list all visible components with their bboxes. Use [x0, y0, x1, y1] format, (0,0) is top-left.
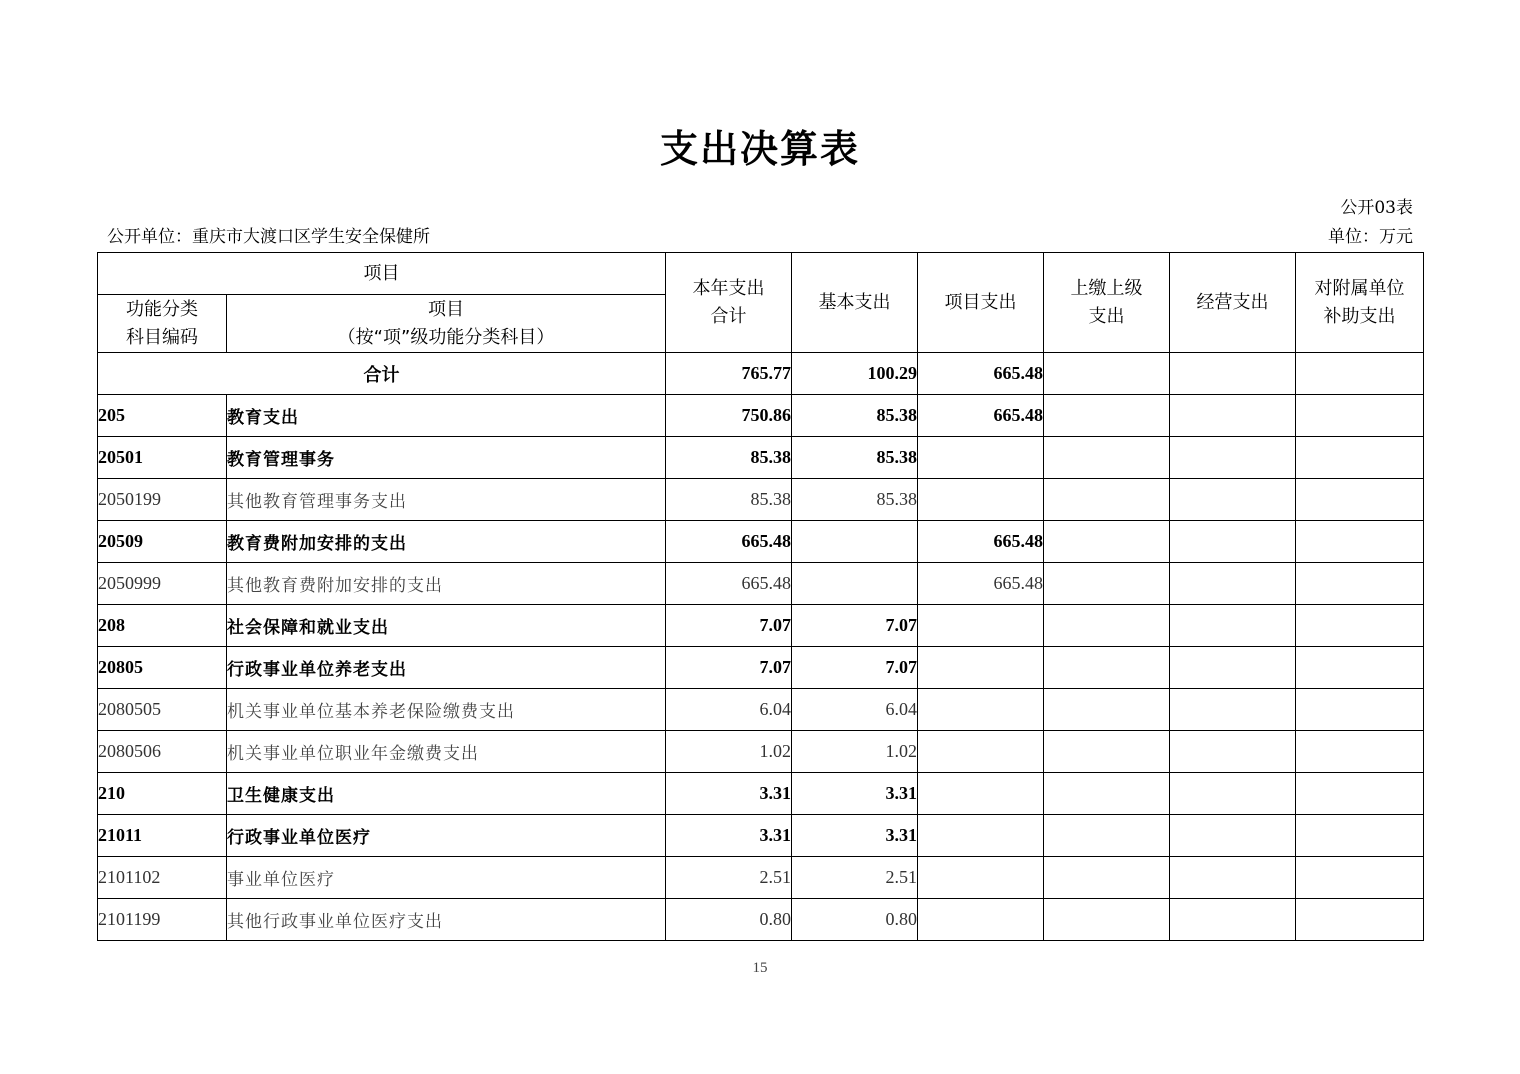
row-name: 其他教育费附加安排的支出: [227, 563, 666, 605]
header-total-line2: 合计: [710, 305, 747, 327]
row-business: [1170, 689, 1296, 731]
document-number: 公开03表: [1340, 198, 1413, 218]
page-number: 15: [752, 960, 768, 976]
row-basic: [792, 563, 918, 605]
table-row: [98, 605, 1424, 647]
row-total: 3.31: [666, 815, 792, 857]
row-basic: 2.51: [792, 857, 918, 899]
row-basic: 3.31: [792, 773, 918, 815]
row-upper: [1044, 773, 1170, 815]
row-project: [918, 815, 1044, 857]
row-project: 665.48: [918, 395, 1044, 437]
row-upper: [1044, 689, 1170, 731]
header-subsidy-line2: 补助支出: [1323, 305, 1396, 327]
row-basic: 0.80: [792, 899, 918, 941]
total-project: 665.48: [918, 353, 1044, 395]
table-row: [98, 773, 1424, 815]
header-project: 项目支出: [918, 253, 1044, 353]
row-subsidy: [1296, 563, 1424, 605]
row-name: 机关事业单位职业年金缴费支出: [227, 731, 666, 773]
row-business: [1170, 857, 1296, 899]
row-code: 20805: [98, 647, 227, 689]
row-project: [918, 647, 1044, 689]
row-code: 2101199: [98, 899, 227, 941]
row-total: 3.31: [666, 773, 792, 815]
row-upper: [1044, 395, 1170, 437]
table-row: [98, 479, 1424, 521]
row-subsidy: [1296, 521, 1424, 563]
row-code: 210: [98, 773, 227, 815]
row-business: [1170, 647, 1296, 689]
row-total: 750.86: [666, 395, 792, 437]
row-project: [918, 899, 1044, 941]
row-upper: [1044, 857, 1170, 899]
row-total: 0.80: [666, 899, 792, 941]
row-upper: [1044, 521, 1170, 563]
row-name: 教育支出: [227, 395, 666, 437]
row-total: 2.51: [666, 857, 792, 899]
row-business: [1170, 395, 1296, 437]
table-row: [98, 563, 1424, 605]
header-name-line2: （按“项”级功能分类科目）: [337, 326, 555, 348]
header-total-line1: 本年支出: [692, 277, 765, 299]
expenditure-table: [97, 252, 1424, 941]
row-basic: 85.38: [792, 395, 918, 437]
row-name: 其他教育管理事务支出: [227, 479, 666, 521]
header-name-line1: 项目: [428, 298, 464, 320]
row-project: [918, 689, 1044, 731]
header-code-line1: 功能分类: [126, 298, 198, 320]
row-total: 1.02: [666, 731, 792, 773]
table-row: [98, 647, 1424, 689]
row-code: 2080505: [98, 689, 227, 731]
row-project: [918, 605, 1044, 647]
row-business: [1170, 605, 1296, 647]
header-subsidy-line1: 对附属单位: [1314, 277, 1405, 299]
row-code: 20509: [98, 521, 227, 563]
row-upper: [1044, 479, 1170, 521]
row-subsidy: [1296, 899, 1424, 941]
row-total: 7.07: [666, 605, 792, 647]
table-row: [98, 731, 1424, 773]
header-name: [227, 295, 666, 353]
total-subsidy: [1296, 353, 1424, 395]
row-subsidy: [1296, 731, 1424, 773]
row-name: 行政事业单位养老支出: [227, 647, 666, 689]
row-basic: 1.02: [792, 731, 918, 773]
row-code: 205: [98, 395, 227, 437]
row-total: 7.07: [666, 647, 792, 689]
row-name: 卫生健康支出: [227, 773, 666, 815]
total-upper: [1044, 353, 1170, 395]
row-subsidy: [1296, 689, 1424, 731]
row-subsidy: [1296, 395, 1424, 437]
table-row: [98, 857, 1424, 899]
row-total: 6.04: [666, 689, 792, 731]
row-code: 2101102: [98, 857, 227, 899]
table-row: [98, 437, 1424, 479]
row-project: 665.48: [918, 563, 1044, 605]
header-total: [666, 253, 792, 353]
row-total: 665.48: [666, 521, 792, 563]
header-upper-line2: 支出: [1088, 305, 1125, 327]
row-total: 665.48: [666, 563, 792, 605]
total-sum: 765.77: [666, 353, 792, 395]
row-upper: [1044, 437, 1170, 479]
row-subsidy: [1296, 647, 1424, 689]
row-basic: 7.07: [792, 605, 918, 647]
header-item: 项目: [98, 253, 666, 295]
row-subsidy: [1296, 815, 1424, 857]
row-name: 教育费附加安排的支出: [227, 521, 666, 563]
row-code: 2080506: [98, 731, 227, 773]
page-title: 支出决算表: [659, 127, 860, 171]
header-business: 经营支出: [1170, 253, 1296, 353]
row-code: 2050199: [98, 479, 227, 521]
row-upper: [1044, 815, 1170, 857]
row-project: 665.48: [918, 521, 1044, 563]
row-name: 机关事业单位基本养老保险缴费支出: [227, 689, 666, 731]
header-subsidy: [1296, 253, 1424, 353]
row-business: [1170, 563, 1296, 605]
row-business: [1170, 773, 1296, 815]
row-basic: 7.07: [792, 647, 918, 689]
row-basic: 85.38: [792, 479, 918, 521]
row-subsidy: [1296, 437, 1424, 479]
row-total: 85.38: [666, 479, 792, 521]
row-upper: [1044, 647, 1170, 689]
table-row: [98, 395, 1424, 437]
row-business: [1170, 521, 1296, 563]
row-subsidy: [1296, 479, 1424, 521]
row-basic: 3.31: [792, 815, 918, 857]
total-basic: 100.29: [792, 353, 918, 395]
header-code: [98, 295, 227, 353]
row-business: [1170, 437, 1296, 479]
row-total: 85.38: [666, 437, 792, 479]
row-upper: [1044, 731, 1170, 773]
header-basic: 基本支出: [792, 253, 918, 353]
table-row: [98, 815, 1424, 857]
total-business: [1170, 353, 1296, 395]
row-project: [918, 773, 1044, 815]
row-code: 20501: [98, 437, 227, 479]
row-upper: [1044, 899, 1170, 941]
row-project: [918, 731, 1044, 773]
row-project: [918, 437, 1044, 479]
table-row: [98, 899, 1424, 941]
row-name: 教育管理事务: [227, 437, 666, 479]
row-code: 208: [98, 605, 227, 647]
row-business: [1170, 479, 1296, 521]
row-name: 其他行政事业单位医疗支出: [227, 899, 666, 941]
row-upper: [1044, 605, 1170, 647]
row-business: [1170, 731, 1296, 773]
row-name: 社会保障和就业支出: [227, 605, 666, 647]
row-basic: [792, 521, 918, 563]
row-business: [1170, 815, 1296, 857]
total-label: 合计: [98, 353, 666, 395]
row-name: 事业单位医疗: [227, 857, 666, 899]
reporting-unit: 公开单位：重庆市大渡口区学生安全保健所: [107, 227, 430, 247]
total-row: [98, 353, 1424, 395]
row-business: [1170, 899, 1296, 941]
row-project: [918, 857, 1044, 899]
row-upper: [1044, 563, 1170, 605]
row-subsidy: [1296, 857, 1424, 899]
header-code-line2: 科目编码: [126, 326, 198, 348]
header-upper: [1044, 253, 1170, 353]
table-row: [98, 521, 1424, 563]
header-upper-line1: 上缴上级: [1070, 277, 1143, 299]
table-row: [98, 689, 1424, 731]
row-subsidy: [1296, 773, 1424, 815]
row-basic: 6.04: [792, 689, 918, 731]
row-subsidy: [1296, 605, 1424, 647]
row-code: 2050999: [98, 563, 227, 605]
currency-unit: 单位：万元: [1328, 227, 1413, 247]
row-code: 21011: [98, 815, 227, 857]
row-project: [918, 479, 1044, 521]
row-basic: 85.38: [792, 437, 918, 479]
row-name: 行政事业单位医疗: [227, 815, 666, 857]
